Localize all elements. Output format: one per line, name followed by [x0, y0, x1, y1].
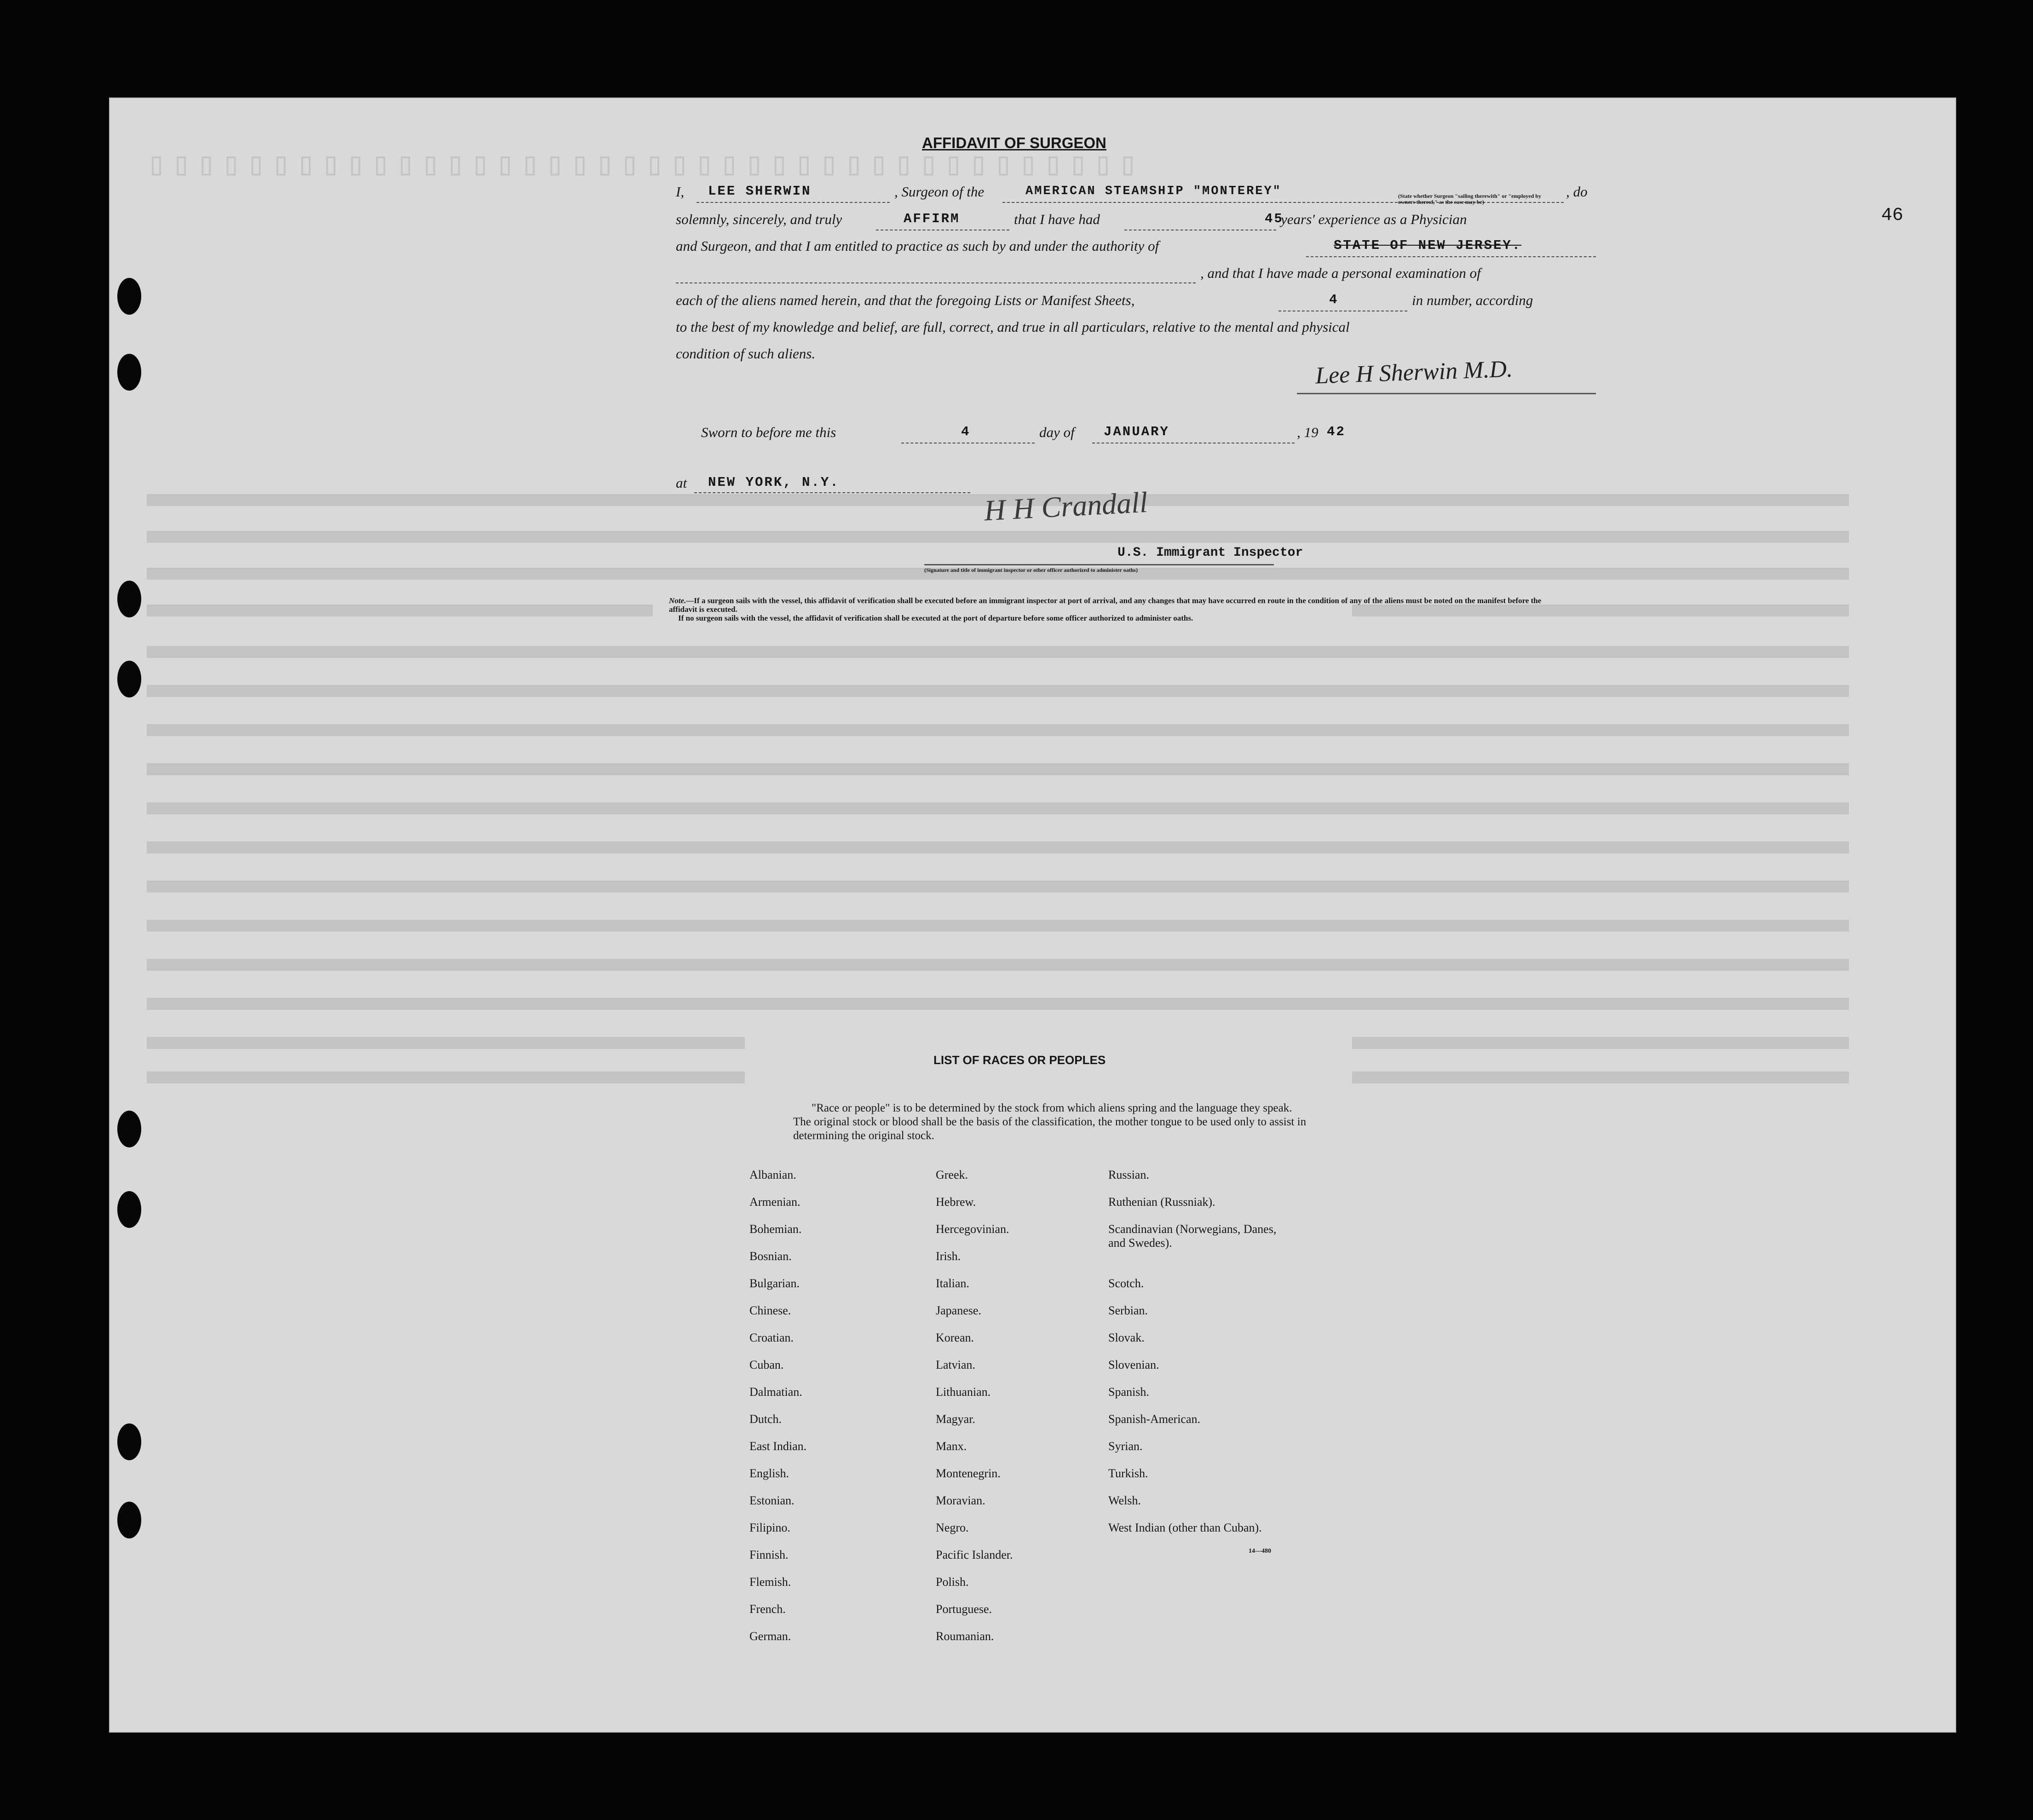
- text-condition: condition of such aliens.: [676, 346, 816, 362]
- note-block: [669, 596, 1566, 622]
- race-item: West Indian (other than Cuban).: [1108, 1521, 1262, 1534]
- race-item: Greek.: [936, 1168, 968, 1181]
- race-item: Latvian.: [936, 1358, 975, 1371]
- sheet-count: 4: [1329, 292, 1339, 307]
- punch-hole: [117, 581, 141, 617]
- text-surgeon-of: , Surgeon of the: [894, 184, 985, 200]
- sworn-year: 42: [1327, 424, 1346, 439]
- race-item: Filipino.: [749, 1521, 790, 1534]
- note-text-2: If no surgeon sails with the vessel, the affidavit of verification shall be executed at the port of departure before some officer authorized to administer oaths.: [678, 614, 1193, 622]
- punch-hole: [117, 661, 141, 697]
- races-column-1: [749, 1168, 924, 1657]
- race-item: Scotch.: [1108, 1277, 1144, 1290]
- punch-hole: [117, 354, 141, 391]
- scanned-page: ▯▯▯▯▯▯▯▯▯▯▯▯▯▯▯▯▯▯▯▯▯▯▯▯▯▯▯▯▯▯▯▯▯▯▯▯▯▯▯▯ 46 AFFIDAVIT OF SURGEON I, LEE SHERWIN , Surgeon of the AMERICAN STEAMSHIP "MONTEREY" (State whether Surgeon "sailing therewith" or "employed by owners thereof," as the case may be) , do solemnly, sincerely, and truly AFFIRM that I have had 45 years' experience as a Physician and Surgeon, and that I am entitled to practice as such by and under the authority of STATE OF NEW JERSEY. , and that I have made a personal examination of each of the aliens named herein, and that the foregoing Lists or Manifest Sheets, 4 in number, according to the best of my knowledge and belief, are full, correct, and true in all particulars, relative to the mental and physical condition of such aliens. Lee H Sherwin M.D. Sworn to before me this 4 day of JANUARY , 19 42 at NEW YORK, N.Y. H H Crandall U.S. Immigrant Inspector (Signature and title of immigrant inspector or other officer authorized to administer oaths) Note.—If a surgeon sails with the vessel, this affidavit of verification shall be executed before an immigrant inspector at port of arrival, and any changes that may have occurred en route in the condition of any of the aliens must be noted on the manifest before the affidavit is executed. If no surgeon sails with the vessel, the affidavit of verification shall be executed at the port of departure before some officer authorized to administer oaths. LIST OF RACES OR PEOPLES "Race or people" is to be determined by the stock from which aliens spring and the language they speak. The original stock or blood shall be the basis of the classification, the mother tongue to be used only to assist in determining the original stock. Albanian. Armenian. Bohemian. Bosnian. Bulgarian. Chinese. Croatian. Cuban. Dalmatian. Dutch. East Indian. English. Estonian. Filipino. Finnish. Flemish. French. German. Greek. Hebrew. Hercegovinian. Irish. Italian. Japanese. Korean. Latvian. Lithuanian. Magyar. Manx. Montenegrin. Moravian. Negro. Pacific Islander. Polish. Portuguese. Roumanian. Russian. Ruthenian (Russniak). Scandinavian (Norwegians, Danes, and Swedes). Scotch. Serbian. Slovak. Slovenian. Spanish. Spanish-American. Syrian. Turkish. Welsh. West Indian (other than Cuban). 14—480: [109, 98, 1956, 1733]
- note-label: Note.: [669, 596, 686, 605]
- race-item: Scandinavian (Norwegians, Danes, and Swedes).: [1108, 1222, 1277, 1250]
- race-item: Turkish.: [1108, 1467, 1148, 1480]
- race-item: Magyar.: [936, 1412, 975, 1426]
- race-item: Japanese.: [936, 1304, 981, 1317]
- race-item: Serbian.: [1108, 1304, 1148, 1317]
- punch-hole: [117, 1502, 141, 1538]
- races-column-3: [1108, 1168, 1302, 1562]
- race-item: Pacific Islander.: [936, 1548, 1013, 1561]
- text-year-prefix: , 19: [1297, 424, 1319, 440]
- inspector-title: U.S. Immigrant Inspector: [1117, 546, 1303, 560]
- race-item: Estonian.: [749, 1494, 795, 1507]
- race-item: Bohemian.: [749, 1222, 802, 1236]
- races-column-2: [936, 1168, 1101, 1657]
- punch-hole: [117, 1423, 141, 1460]
- race-item: Albanian.: [749, 1168, 796, 1181]
- race-item: Spanish-American.: [1108, 1412, 1201, 1426]
- race-item: German.: [749, 1630, 791, 1643]
- races-intro: "Race or people" is to be determined by the stock from which aliens spring and the language they speak. The original stock or blood shall be the basis of the classification, the mother tongue to be used only to assist in determining the original stock.: [793, 1102, 1307, 1142]
- sworn-month: JANUARY: [1104, 424, 1169, 439]
- race-item: Irish.: [936, 1250, 961, 1263]
- years-experience: 45: [1265, 211, 1284, 226]
- race-item: Manx.: [936, 1440, 967, 1453]
- text-each-of-the-aliens: each of the aliens named herein, and that the foregoing Lists or Manifest Sheets,: [676, 292, 1135, 308]
- race-item: Negro.: [936, 1521, 969, 1534]
- race-item: Portuguese.: [936, 1602, 992, 1616]
- text-day-of: day of: [1039, 424, 1075, 440]
- race-item: Hebrew.: [936, 1195, 976, 1209]
- race-item: Montenegrin.: [936, 1467, 1001, 1480]
- races-title: LIST OF RACES OR PEOPLES: [933, 1053, 1106, 1067]
- page-number: 46: [1881, 205, 1904, 226]
- race-item: Armenian.: [749, 1195, 801, 1209]
- race-item: Croatian.: [749, 1331, 794, 1344]
- sworn-location: NEW YORK, N.Y.: [708, 475, 840, 490]
- text-sworn: Sworn to before me this: [701, 424, 836, 440]
- race-item: Slovak.: [1108, 1331, 1145, 1344]
- race-item: Ruthenian (Russniak).: [1108, 1195, 1215, 1209]
- oath-type: AFFIRM: [904, 211, 960, 226]
- page-title: AFFIDAVIT OF SURGEON: [922, 134, 1106, 151]
- vessel-note: (State whether Surgeon "sailing therewith" or "employed by owners thereof," as the case may be): [1398, 193, 1541, 205]
- form-number: 14—480: [1249, 1548, 1271, 1555]
- race-item: Flemish.: [749, 1575, 791, 1589]
- race-item: Slovenian.: [1108, 1358, 1159, 1371]
- text-and-surgeon: and Surgeon, and that I am entitled to practice as such by and under the authority of: [676, 238, 1159, 254]
- text-knowledge-belief: to the best of my knowledge and belief, are full, correct, and true in all particulars, relative to the mental and physical: [676, 319, 1350, 335]
- race-item: Moravian.: [936, 1494, 985, 1507]
- text-in-number: in number, according: [1412, 292, 1533, 308]
- text-solemnly: solemnly, sincerely, and truly: [676, 211, 842, 227]
- inspector-caption: (Signature and title of immigrant inspector or other officer authorized to administer oaths): [924, 567, 1138, 573]
- race-item: Finnish.: [749, 1548, 789, 1561]
- race-item: Chinese.: [749, 1304, 791, 1317]
- race-item: Welsh.: [1108, 1494, 1141, 1507]
- punch-hole: [117, 278, 141, 315]
- race-item: Bosnian.: [749, 1250, 792, 1263]
- race-item: Dutch.: [749, 1412, 782, 1426]
- race-item: Roumanian.: [936, 1630, 994, 1643]
- race-item: Lithuanian.: [936, 1385, 991, 1399]
- race-item: Hercegovinian.: [936, 1222, 1009, 1236]
- text-i: I,: [676, 184, 685, 200]
- surgeon-name: LEE SHERWIN: [708, 184, 812, 199]
- vessel-name: AMERICAN STEAMSHIP "MONTEREY": [1025, 184, 1282, 198]
- inspector-signature: H H Crandall: [983, 485, 1149, 527]
- race-item: Bulgarian.: [749, 1277, 800, 1290]
- authority: STATE OF NEW JERSEY.: [1334, 238, 1522, 253]
- race-item: French.: [749, 1602, 786, 1616]
- race-item: Polish.: [936, 1575, 969, 1589]
- race-item: English.: [749, 1467, 789, 1480]
- punch-hole: [117, 1111, 141, 1147]
- race-item: Dalmatian.: [749, 1385, 802, 1399]
- text-do: , do: [1566, 184, 1588, 200]
- race-item: Korean.: [936, 1331, 974, 1344]
- race-item: East Indian.: [749, 1440, 807, 1453]
- text-personal-examination: , and that I have made a personal examination of: [1200, 265, 1481, 281]
- race-item: Spanish.: [1108, 1385, 1149, 1399]
- race-item: Russian.: [1108, 1168, 1149, 1181]
- punch-hole: [117, 1191, 141, 1228]
- surgeon-signature: Lee H Sherwin M.D.: [1315, 356, 1513, 389]
- text-years-experience: years' experience as a Physician: [1281, 211, 1467, 227]
- race-item: Syrian.: [1108, 1440, 1143, 1453]
- race-item: Cuban.: [749, 1358, 784, 1371]
- sworn-day: 4: [961, 424, 971, 439]
- note-text-1: —If a surgeon sails with the vessel, this affidavit of verification shall be executed before an immigrant inspector at port of arrival, and any changes that may have occurred en route in the condition of any of the aliens must be noted on the manifest before the affidavit is executed.: [669, 596, 1542, 614]
- race-item: Italian.: [936, 1277, 969, 1290]
- text-at: at: [676, 475, 687, 491]
- text-that-i-have-had: that I have had: [1014, 211, 1100, 227]
